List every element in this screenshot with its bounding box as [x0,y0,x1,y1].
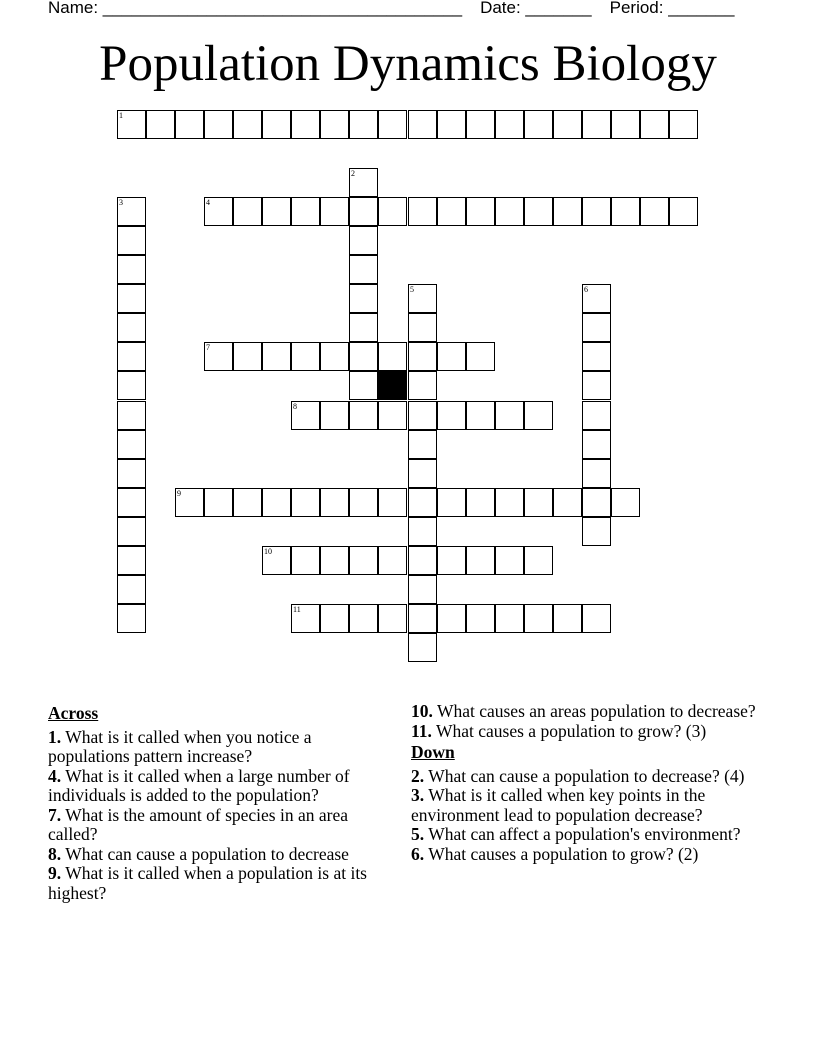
grid-cell[interactable] [378,546,407,575]
grid-cell[interactable] [349,313,378,342]
grid-cell[interactable] [117,430,146,459]
grid-cell[interactable] [146,110,175,139]
grid-cell[interactable] [466,488,495,517]
grid-cell[interactable] [408,517,437,546]
blocked-cell [378,371,407,400]
grid-cell[interactable] [466,604,495,633]
grid-cell[interactable] [349,110,378,139]
clue-down-5: 5. What can affect a population's environment? [411,824,741,844]
grid-cell[interactable] [582,488,611,517]
grid-cell[interactable] [349,226,378,255]
grid-cell[interactable] [349,371,378,400]
grid-cell[interactable] [233,342,262,371]
grid-cell[interactable] [117,197,146,226]
grid-cell[interactable] [349,342,378,371]
grid-cell[interactable] [408,604,437,633]
grid-cell[interactable] [408,342,437,371]
grid-cell[interactable] [320,401,349,430]
clue-across-8: 8. What can cause a population to decrease [48,843,349,864]
grid-cell[interactable] [524,546,553,575]
grid-cell[interactable] [378,488,407,517]
grid-cell[interactable] [408,110,437,139]
grid-cell[interactable] [582,401,611,430]
clue-across-7: 7. What is the amount of species in an area called? [48,804,348,844]
cell-number: 9 [177,489,181,498]
grid-cell[interactable] [495,401,524,430]
grid-cell[interactable] [582,313,611,342]
cell-number: 8 [293,402,297,411]
grid-cell[interactable] [117,488,146,517]
grid-cell[interactable] [524,110,553,139]
name-field-label: Name: ______________________________________ [48,0,463,17]
grid-cell[interactable] [117,371,146,400]
grid-cell[interactable] [175,110,204,139]
clue-down-2: 2. What can cause a population to decrease? (4) [411,765,745,786]
grid-cell[interactable] [408,430,437,459]
grid-cell[interactable] [582,459,611,488]
grid-cell[interactable] [320,546,349,575]
grid-cell[interactable] [582,284,611,313]
grid-cell[interactable] [262,110,291,139]
grid-cell[interactable] [378,342,407,371]
grid-cell[interactable] [408,488,437,517]
grid-cell[interactable] [611,110,640,139]
grid-cell[interactable] [378,197,407,226]
grid-cell[interactable] [117,255,146,284]
grid-cell[interactable] [117,342,146,371]
clue-across-10: 10. What causes an areas population to decrease? [411,701,756,721]
grid-cell[interactable] [582,342,611,371]
cell-number: 6 [584,285,588,294]
across-heading: Across [48,703,99,723]
grid-cell[interactable] [466,197,495,226]
grid-cell[interactable] [320,110,349,139]
grid-cell[interactable] [466,342,495,371]
grid-cell[interactable] [495,604,524,633]
grid-cell[interactable] [495,110,524,139]
grid-cell[interactable] [408,546,437,575]
grid-cell[interactable] [524,488,553,517]
grid-cell[interactable] [553,604,582,633]
grid-cell[interactable] [117,284,146,313]
grid-cell[interactable] [320,604,349,633]
grid-cell[interactable] [524,197,553,226]
grid-cell[interactable] [262,546,291,575]
page-title: Population Dynamics Biology [99,36,717,92]
grid-cell[interactable] [582,110,611,139]
grid-cell[interactable] [349,546,378,575]
grid-cell[interactable] [291,546,320,575]
grid-cell[interactable] [291,197,320,226]
grid-cell[interactable] [291,110,320,139]
grid-cell[interactable] [262,342,291,371]
grid-cell[interactable] [320,342,349,371]
grid-cell[interactable] [233,488,262,517]
grid-cell[interactable] [553,110,582,139]
grid-cell[interactable] [495,546,524,575]
period-field-label: Period: _______ [609,0,735,17]
grid-cell[interactable] [553,488,582,517]
cell-number: 10 [264,547,272,556]
grid-cell[interactable] [640,110,669,139]
grid-cell[interactable] [117,546,146,575]
grid-cell[interactable] [204,197,233,226]
grid-cell[interactable] [408,401,437,430]
grid-cell[interactable] [437,342,466,371]
clue-across-1: 1. What is it called when you notice a populations pattern increase? [48,726,312,766]
grid-cell[interactable] [320,488,349,517]
grid-cell[interactable] [291,604,320,633]
grid-cell[interactable] [291,488,320,517]
grid-cell[interactable] [437,546,466,575]
cell-number: 1 [119,111,123,120]
grid-cell[interactable] [117,110,146,139]
grid-cell[interactable] [291,342,320,371]
grid-cell[interactable] [117,226,146,255]
grid-cell[interactable] [437,197,466,226]
grid-cell[interactable] [408,313,437,342]
clues-column-right [411,702,761,864]
grid-cell[interactable] [466,110,495,139]
grid-cell[interactable] [495,488,524,517]
grid-cell[interactable] [233,110,262,139]
grid-cell[interactable] [349,197,378,226]
grid-cell[interactable] [466,401,495,430]
grid-cell[interactable] [262,488,291,517]
grid-cell[interactable] [117,517,146,546]
down-heading: Down [411,742,455,762]
grid-cell[interactable] [408,459,437,488]
grid-cell[interactable] [437,401,466,430]
grid-cell[interactable] [378,604,407,633]
cell-number: 2 [351,169,355,178]
grid-cell[interactable] [582,604,611,633]
grid-cell[interactable] [175,488,204,517]
grid-cell[interactable] [117,459,146,488]
grid-cell[interactable] [669,110,698,139]
cell-number: 3 [119,198,123,207]
grid-cell[interactable] [408,284,437,313]
grid-cell[interactable] [117,401,146,430]
grid-cell[interactable] [117,604,146,633]
grid-cell[interactable] [262,197,291,226]
grid-cell[interactable] [408,575,437,604]
grid-cell[interactable] [582,430,611,459]
grid-cell[interactable] [524,401,553,430]
grid-cell[interactable] [640,197,669,226]
grid-cell[interactable] [320,197,349,226]
grid-cell[interactable] [349,168,378,197]
clue-across-4: 4. What is it called when a large number of individuals is added to the population? [48,765,350,805]
cell-number: 4 [206,198,210,207]
clue-down-3: 3. What is it called when key points in the environment lead to population decrease? [411,785,706,825]
grid-cell[interactable] [117,575,146,604]
grid-cell[interactable] [117,313,146,342]
cell-number: 11 [293,605,301,614]
clue-across-9: 9. What is it called when a population is at its highest? [48,863,367,903]
grid-cell[interactable] [582,517,611,546]
grid-cell[interactable] [524,604,553,633]
cell-number: 7 [206,343,210,352]
grid-cell[interactable] [349,284,378,313]
date-field-label: Date: _______ [480,0,592,17]
grid-cell[interactable] [349,604,378,633]
grid-cell[interactable] [349,488,378,517]
grid-cell[interactable] [437,110,466,139]
grid-cell[interactable] [495,197,524,226]
grid-cell[interactable] [204,110,233,139]
grid-cell[interactable] [669,197,698,226]
clue-across-11: 11. What causes a population to grow? (3) [411,720,707,741]
clues-column-left [48,702,388,903]
grid-cell[interactable] [233,197,262,226]
grid-cell[interactable] [204,342,233,371]
grid-cell[interactable] [582,371,611,400]
grid-cell[interactable] [291,401,320,430]
grid-cell[interactable] [408,633,437,662]
grid-cell[interactable] [466,546,495,575]
grid-cell[interactable] [408,371,437,400]
grid-cell[interactable] [437,488,466,517]
grid-cell[interactable] [582,197,611,226]
grid-cell[interactable] [611,197,640,226]
grid-cell[interactable] [408,197,437,226]
grid-cell[interactable] [204,488,233,517]
cell-number: 5 [410,285,414,294]
grid-cell[interactable] [349,401,378,430]
grid-cell[interactable] [378,110,407,139]
grid-cell[interactable] [611,488,640,517]
grid-cell[interactable] [553,197,582,226]
grid-cell[interactable] [378,401,407,430]
clue-down-6: 6. What causes a population to grow? (2) [411,843,699,864]
grid-cell[interactable] [437,604,466,633]
grid-cell[interactable] [349,255,378,284]
